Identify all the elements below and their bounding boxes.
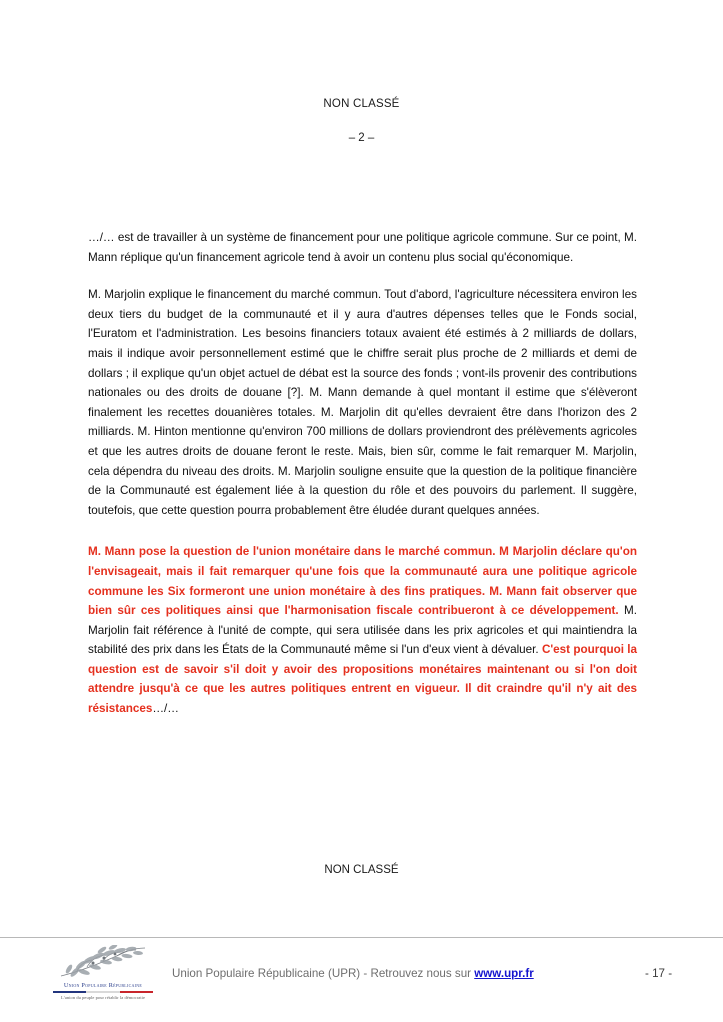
upr-website-link[interactable]: www.upr.fr: [474, 967, 534, 980]
document-header: [0, 98, 723, 144]
footer-credit-text: [172, 967, 534, 980]
highlight-segment-3: C'est pourquoi la question est de savoir s'il doit y avoir des propositions monétaires maintenant ou si l'on doit attendre jusqu'à ce que les autres politiques entrent en vigueur. Il dit craindre qu'il n'y ait des résistances: [88, 643, 638, 716]
footer-credit-label: Union Populaire Républicaine (UPR) - Retrouvez nous sur: [172, 967, 475, 980]
upr-logo: [47, 945, 159, 1011]
page-marker: – 2 –: [348, 132, 375, 144]
flag-blue-band: [53, 991, 86, 993]
classification-marking-bottom: NON CLASSÉ: [324, 864, 399, 876]
french-flag-bar: [53, 991, 153, 993]
document-body: [88, 228, 637, 719]
olive-branch-icon: [47, 945, 159, 983]
paragraph-1: …/… est de travailler à un système de financement pour une politique agricole commune. Sur ce point, M. Mann réplique qu'un financement agricole tend à avoir un contenu plus social qu'économique.: [88, 231, 637, 264]
logo-organization-name: Union Populaire Républicaine: [63, 982, 143, 989]
footer-divider: [0, 937, 723, 938]
footer-page-number: - 17 -: [645, 967, 673, 980]
page-footer: [0, 941, 723, 1022]
flag-white-band: [86, 991, 119, 993]
highlight-segment-1: M. Mann pose la question de l'union monétaire dans le marché commun. M Marjolin déclare qu'on l'envisageait, mais il fait remarquer qu'une fois que la communauté aura une politique agricole commune les Six formeront une union monétaire à des fins pratiques. M. Mann fait observer que bien sûr ces politiques ainsi que l'harmonisation fiscale contribueront à ce développement.: [88, 545, 637, 618]
paragraph-3-highlighted: [88, 542, 637, 718]
paragraph-2: M. Marjolin explique le financement du marché commun. Tout d'abord, l'agriculture nécessitera environ les deux tiers du budget de la communauté et il y aura d'autres dépenses telles que le Fonds social, l'Euratom et l'administration. Les besoins financiers totaux avaient été estimés à 2 milliards de dollars, mais il indique avoir personnellement estimé que le chiffre serait plus proche de 2 milliards et demi de dollars ; il explique qu'un objet actuel de débat est la source des fonds ; vont-ils provenir des contributions nationales ou des droits de douane [?]. M. Mann demande à quel montant il estime que s'élèveront finalement les recettes douanières totales. M. Marjolin dit qu'elles devraient être dans l'horizon des 2 milliards. M. Hinton mentionne qu'environ 700 millions de dollars proviendront des prélèvements agricoles et que les autres droits de douane feront le reste. Mais, bien sûr, comme le fait remarquer M. Marjolin, cela dépendra du niveau des droits. M. Marjolin souligne ensuite que la question de la politique financière de la Communauté est également liée à la question du rôle et des pouvoirs du parlement. Il suggère, toutefois, que cette question pourra probablement être éludée durant quelques années.: [88, 288, 637, 517]
logo-tagline: L'union du peuple pour rétablir la démocratie: [60, 994, 146, 1000]
highlight-segment-2: M. Marjolin fait référence à l'unité de compte, qui sera utilisée dans les prix agricoles et qui maintiendra la stabilité des prix dans les États de la Communauté même si l'un d'eux vient à dévaluer.: [88, 604, 637, 657]
flag-red-band: [120, 991, 153, 993]
classification-marking-top: NON CLASSÉ: [323, 98, 400, 110]
highlight-segment-4: …/…: [152, 702, 179, 716]
